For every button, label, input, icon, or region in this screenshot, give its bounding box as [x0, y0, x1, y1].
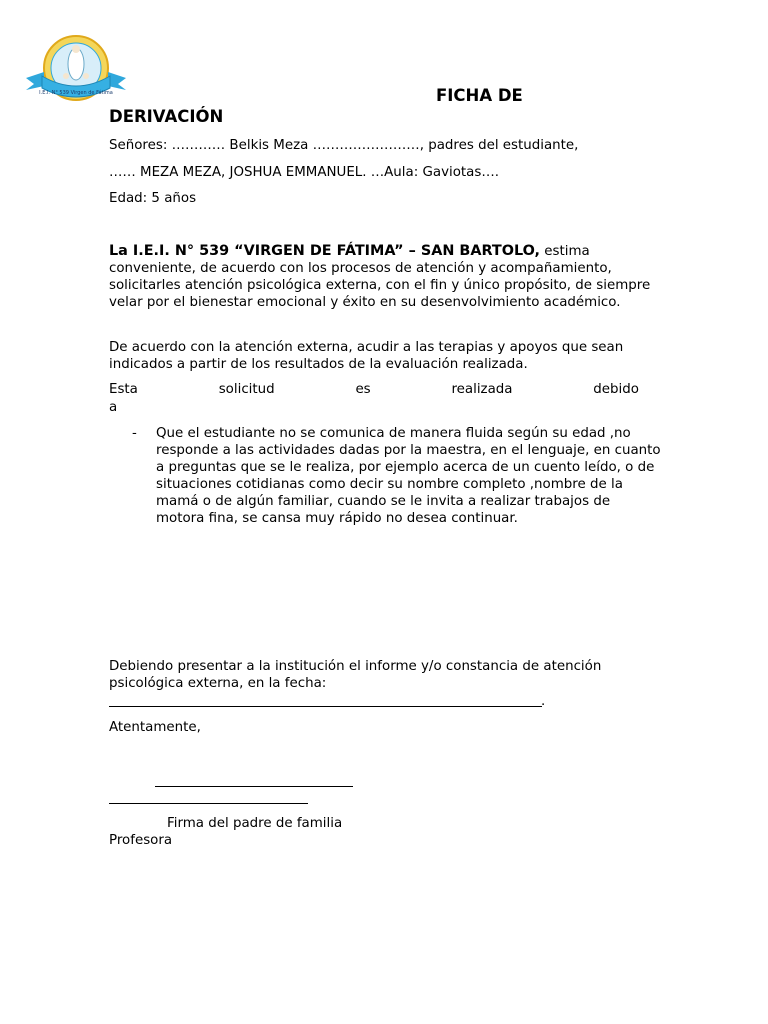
parent-signature-line [155, 786, 353, 787]
parent-signature-label: Firma del padre de familia [167, 816, 343, 831]
document-title-line2: DERIVACIÓN [109, 107, 224, 126]
teacher-signature-line [109, 803, 308, 804]
intro-text: estima conveniente, de acuerdo con los procesos de atención y acompañamiento, solicitarles atención psicológica externa, con el fin y único propósito, de siempre velar por el bienestar emocional y éxito en su desenvolvimiento académico. [109, 244, 651, 310]
reason-bullet-text: Que el estudiante no se comunica de manera fluida según su edad ,no responde a las actividades dadas por la maestra, en el lenguaje, en cuanto a preguntas que se le realiza, por ejemplo acerca de un cuento leído, o de situaciones cotidianas como decir su nombre completo ,nombre de la mamá o de algún familiar, cuando se le invita a realizar trabajos de motora fina, se cansa muy rápido no desea continuar. [156, 426, 661, 526]
school-name: La I.E.I. N° 539 “VIRGEN DE FÁTIMA” – SAN BARTOLO, [109, 243, 541, 259]
svg-text:I.E.I. N° 539 Virgen de Fátima: I.E.I. N° 539 Virgen de Fátima [39, 90, 113, 96]
reason-line [109, 381, 639, 398]
teacher-signature-label: Profesora [109, 833, 173, 848]
document-title-line1: FICHA DE [436, 86, 523, 105]
date-blank-line [109, 706, 542, 707]
reason-word: realizada [451, 382, 513, 397]
reason-word: debido [593, 382, 639, 397]
reason-word: es [355, 382, 371, 397]
reason-tail: a [109, 400, 118, 415]
date-blank-end: . [541, 694, 546, 709]
bullet-dash: - [132, 426, 137, 441]
student-line: …… MEZA MEZA, JOSHUA EMMANUEL. …Aula: Gaviotas…. [109, 165, 499, 180]
age-line: Edad: 5 años [109, 191, 197, 206]
reason-word: solicitud [218, 382, 275, 397]
closing-paragraph: Debiendo presentar a la institución el informe y/o constancia de atención psicológica externa, en la fecha: [109, 659, 602, 691]
intro-paragraph [109, 243, 654, 311]
school-logo [24, 34, 128, 104]
farewell: Atentamente, [109, 720, 201, 735]
reason-word: Esta [109, 382, 138, 397]
external-attention-paragraph: De acuerdo con la atención externa, acudir a las terapias y apoyos que sean indicados a partir de los resultados de la evaluación realizada. [109, 340, 624, 372]
recipients-line: Señores: ………… Belkis Meza ……………………, padres del estudiante, [109, 138, 579, 153]
